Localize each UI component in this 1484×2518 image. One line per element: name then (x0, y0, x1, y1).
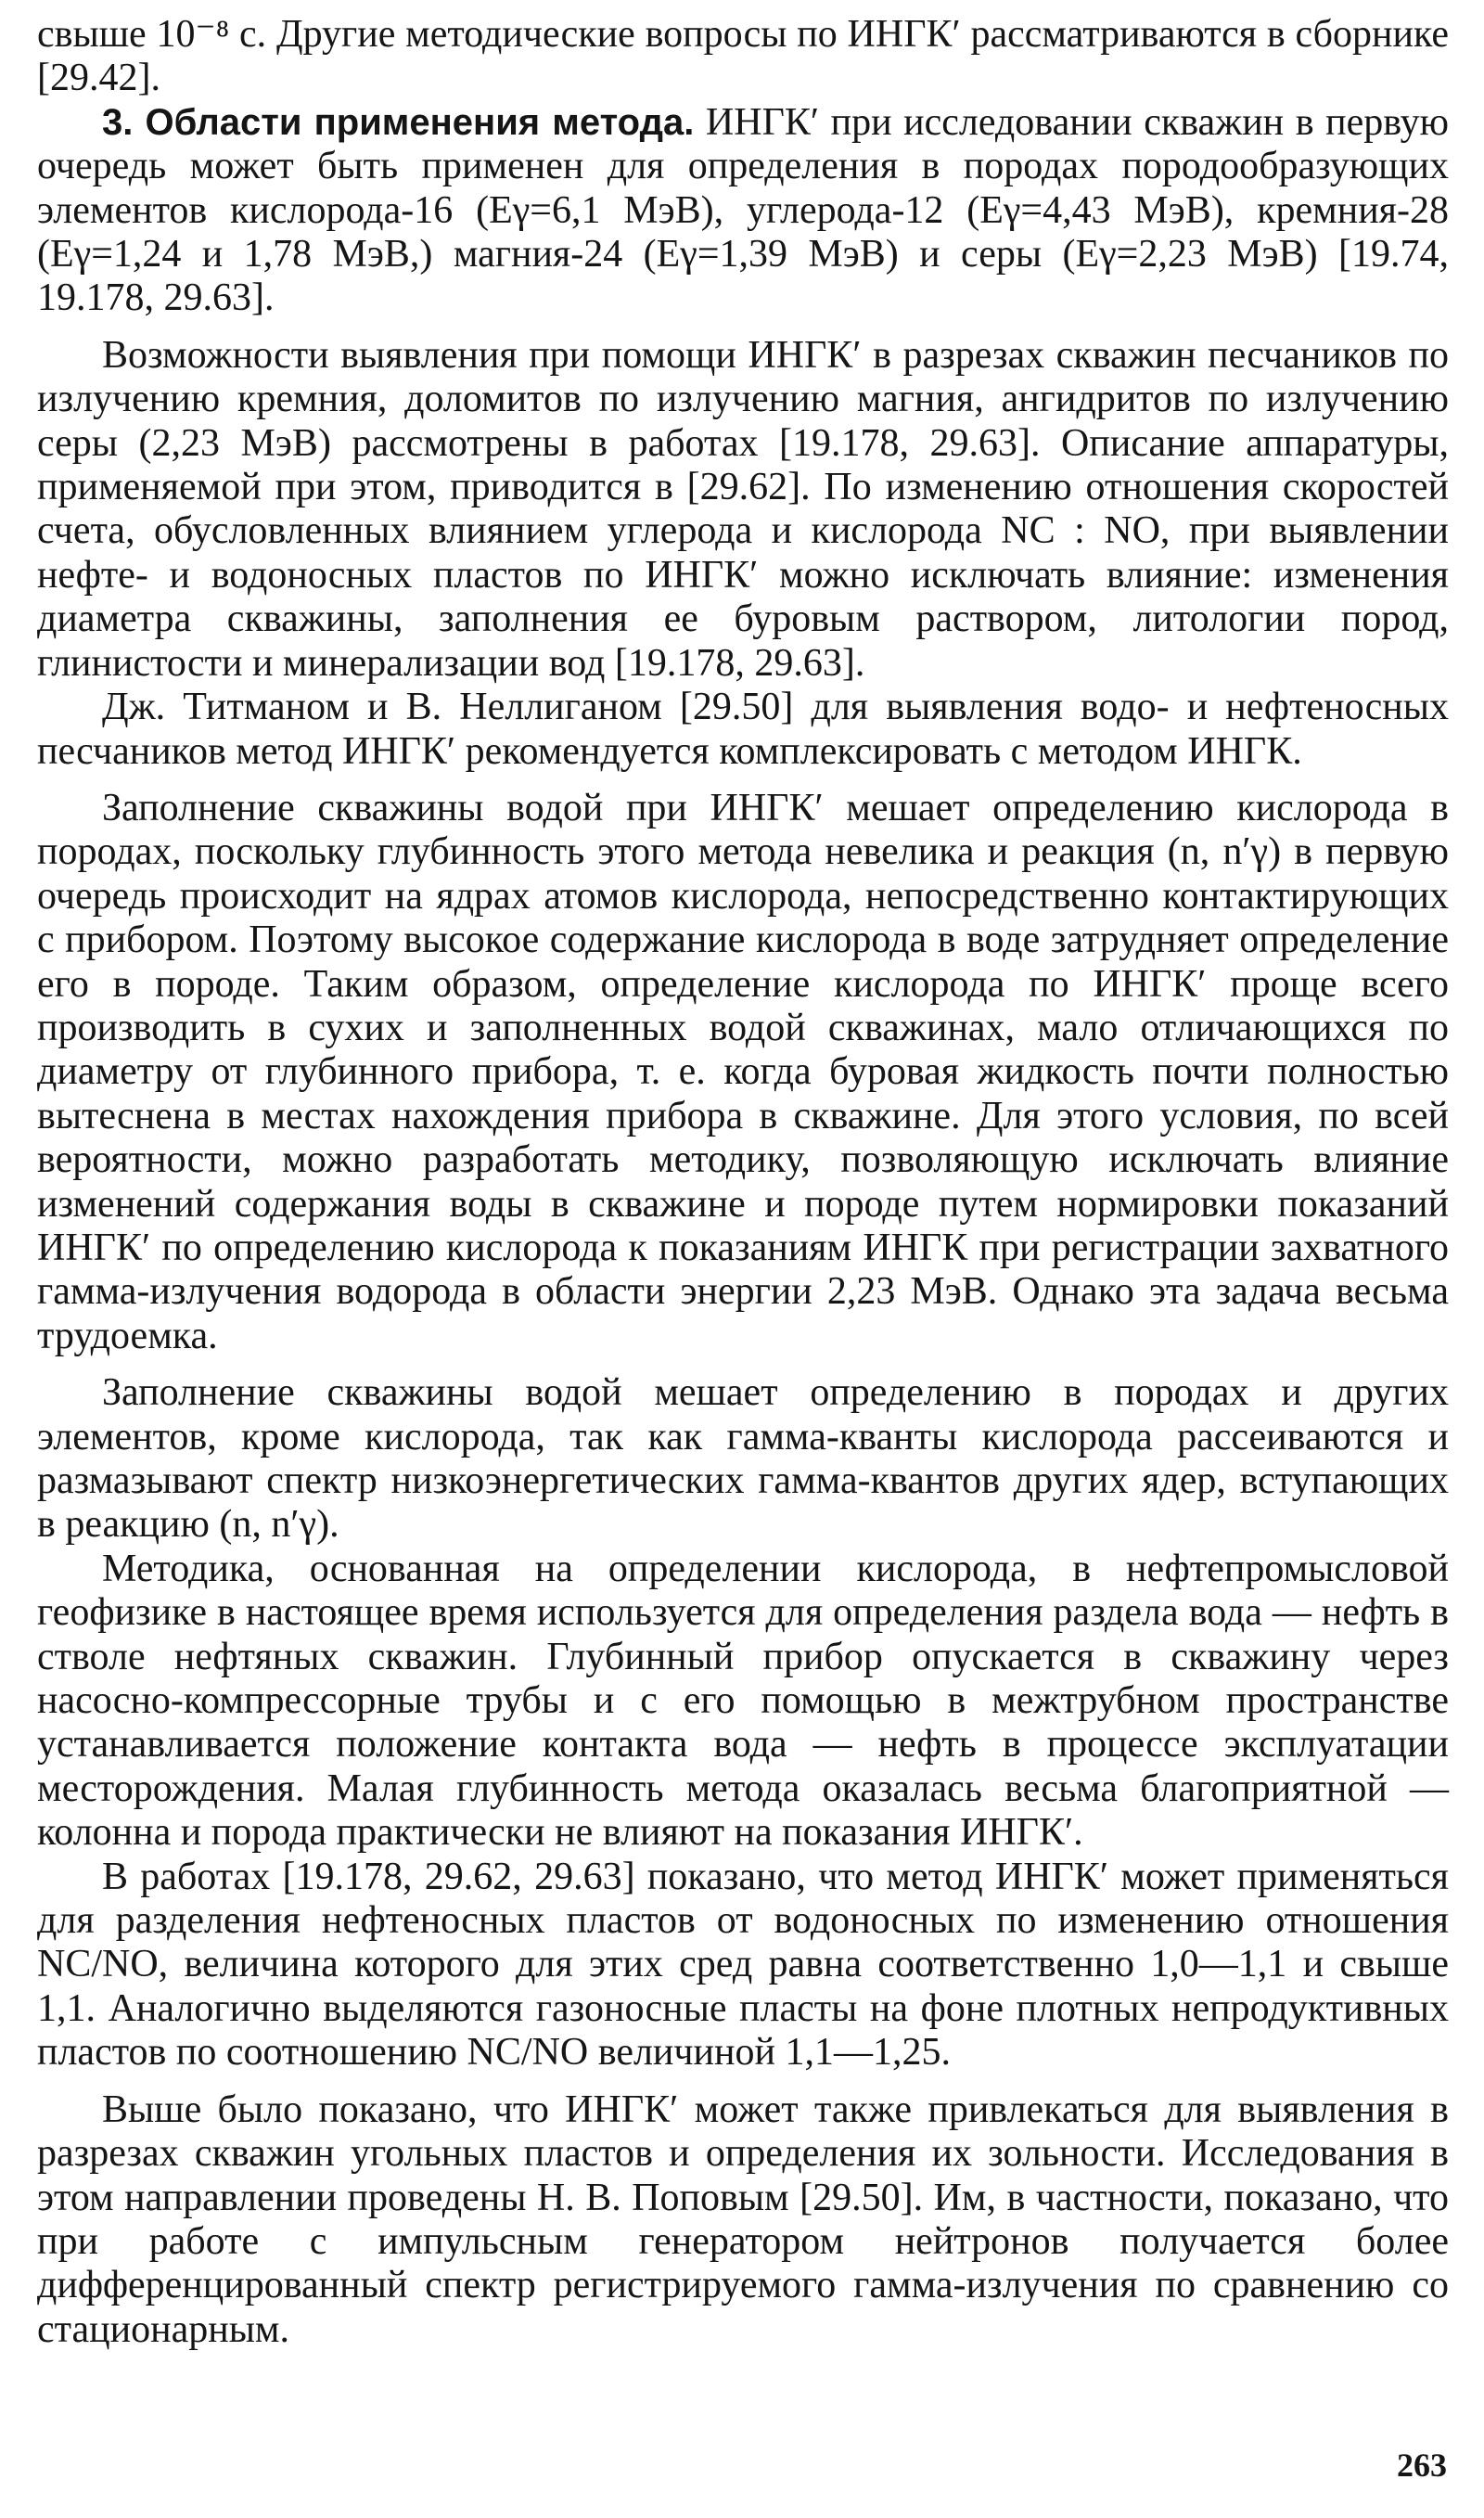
paragraph-8: В работах [19.178, 29.62, 29.63] показано, что метод ИНГК′ может применяться для разделения нефтеносных пластов от водоносных по изменению отношения NC/NO, величина которого для этих сред равна соответственно 1,0—1,1 и свыше 1,1. Аналогично выделяются газоносные пласты на фоне плотных непродуктивных пластов по соотношению NC/NO величиной 1,1—1,25. (37, 1855, 1449, 2075)
page-body (37, 13, 1449, 2352)
paragraph-7: Методика, основанная на определении кислорода, в нефтепромысловой геофизике в настоящее время используется для определения раздела вода — нефть в стволе нефтяных скважин. Глубинный прибор опускается в скважину через насосно-компрессорные трубы и с его помощью в межтрубном пространстве устанавливается положение контакта вода — нефть в процессе эксплуатации месторождения. Малая глубинность метода оказалась весьма благоприятной — колонна и порода практически не влияют на показания ИНГК′. (37, 1547, 1449, 1855)
paragraph-5: Заполнение скважины водой при ИНГК′ мешает определению кислорода в породах, поскольку глубинность этого метода невелика и реакция (n, n′γ) в первую очередь происходит на ядрах атомов кислорода, непосредственно контактирующих с прибором. Поэтому высокое содержание кислорода в воде затрудняет определение его в породе. Таким образом, определение кислорода по ИНГК′ проще всего производить в сухих и заполненных водой скважинах, мало отличающихся по диаметру от глубинного прибора, т. е. когда буровая жидкость почти полностью вытеснена в местах нахождения прибора в скважине. Для этого условия, по всей вероятности, можно разработать методику, позволяющую исключать влияние изменений содержания воды в скважине и породе путем нормировки показаний ИНГК′ по определению кислорода к показаниям ИНГК при регистрации захватного гамма-излучения водорода в области энергии 2,23 МэВ. Однако эта задача весьма трудоемка. (37, 786, 1449, 1357)
paragraph-6: Заполнение скважины водой мешает определению в породах и другиx элементов, кроме кислорода, так как гамма-кванты кислорода рассеиваются и размазывают спектр низкоэнергетических гамма-квантов других ядер, вступающих в реакцию (n, n′γ). (37, 1371, 1449, 1547)
paragraph-2 (37, 101, 1449, 321)
paragraph-3: Возможности выявления при помощи ИНГК′ в разрезах скважин песчаников по излучению кремния, доломитов по излучению магния, ангидритов по излучению серы (2,23 МэВ) рассмотрены в работах [19.178, 29.63]. Описание аппаратуры, применяемой при этом, приводится в [29.62]. По изменению отношения скоростей счета, обусловленных влиянием углерода и кислорода NC : NO, при выявлении нефте- и водоносных пластов по ИНГК′ можно исключать влияние: изменения диаметра скважины, заполнения ее буровым раствором, литологии пород, глинистости и минерализации вод [19.178, 29.63]. (37, 333, 1449, 685)
section-heading: 3. Области применения метода. (102, 101, 695, 143)
paragraph-1: свыше 10⁻⁸ с. Другие методические вопросы по ИНГК′ рассматриваются в сборнике [29.42]. (37, 13, 1449, 100)
paragraph-2-text: ИНГК′ при исследовании скважин в первую очередь может быть применен для определения в породах породообразующих элементов кислорода-16 (Eγ=6,1 МэВ), углерода-12 (Eγ=4,43 МэВ), кремния-28 (Eγ=1,24 и 1,78 МэВ,) магния-24 (Eγ=1,39 МэВ) и серы (Eγ=2,23 МэВ) [19.74, 19.178, 29.63]. (37, 100, 1449, 320)
paragraph-9: Выше было показано, что ИНГК′ может также привлекаться для выявления в разрезах скважин угольных пластов и определения их зольности. Исследования в этом направлении проведены Н. В. Поповым [29.50]. Им, в частности, показано, что при работе с импульсным генератором нейтронов получается более дифференцированный спектр регистрируемого гамма-излучения по сравнению со стационарным. (37, 2088, 1449, 2351)
paragraph-4: Дж. Титманом и В. Неллиганом [29.50] для выявления водо- и нефтеносных песчаников метод ИНГК′ рекомендуется комплексировать с методом ИНГК. (37, 686, 1449, 773)
page-number: 263 (1397, 2447, 1447, 2484)
